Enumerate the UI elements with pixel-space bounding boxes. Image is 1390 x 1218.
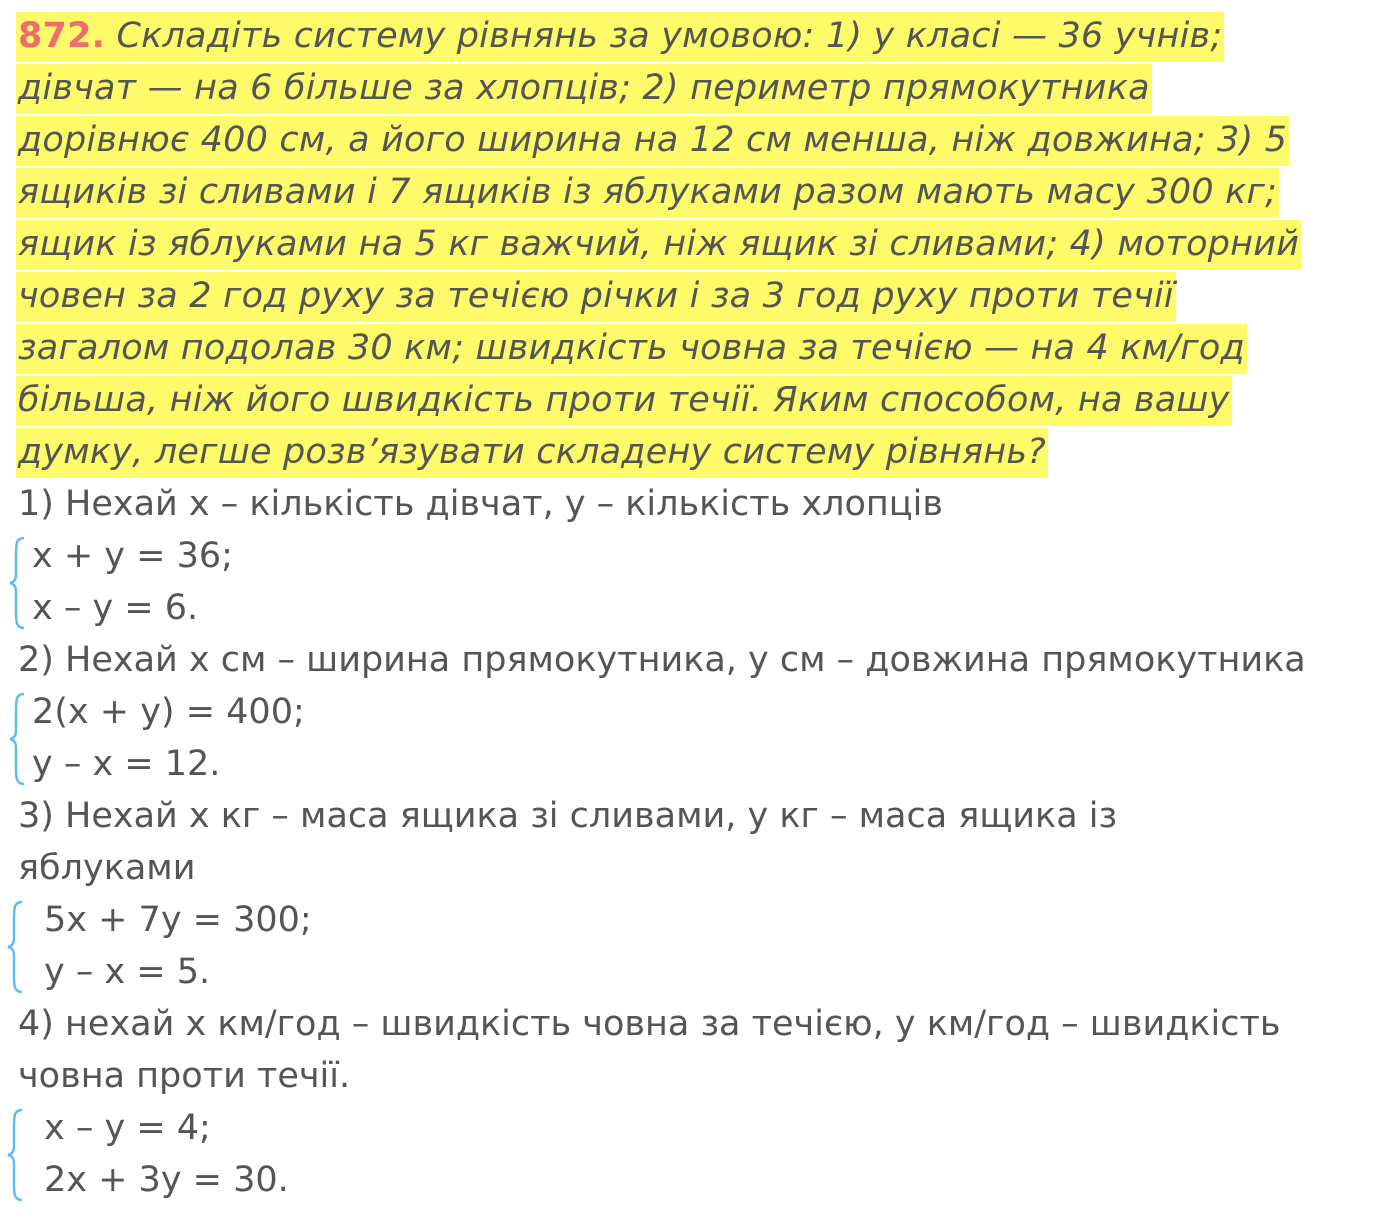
problem-statement <box>16 10 1386 478</box>
equation: y – x = 12. <box>32 744 221 784</box>
problem-line: більша, ніж його швидкість проти течії. Яким способом, на вашу <box>16 374 1386 426</box>
equation-system-4 <box>18 1102 1388 1206</box>
brace-icon <box>8 692 28 786</box>
problem-line: дорівнює 400 см, а його ширина на 12 см менша, ніж довжина; 3) 5 <box>16 114 1386 166</box>
solution-intro-3: 3) Нехай x кг – маса ящика зі сливами, y кг – маса ящика із <box>18 796 1118 836</box>
equation-system-1 <box>18 530 1388 634</box>
brace-icon <box>6 900 26 994</box>
problem-line: думку, легше розв’язувати складену систему рівнянь? <box>16 426 1386 478</box>
equation: x + y = 36; <box>32 536 233 576</box>
equation: x – y = 4; <box>44 1108 211 1148</box>
problem-line: човен за 2 год руху за течією річки і за 3 год руху проти течії <box>16 270 1386 322</box>
equation: 2x + 3y = 30. <box>44 1160 289 1200</box>
solution-intro-1: 1) Нехай x – кількість дівчат, y – кількість хлопців <box>18 484 943 524</box>
equation-system-3 <box>18 894 1388 998</box>
solution-intro-4-cont: човна проти течії. <box>18 1056 351 1096</box>
solution <box>18 478 1388 1206</box>
problem-line: ящик із яблуками на 5 кг важчий, ніж ящик зі сливами; 4) моторний <box>16 218 1386 270</box>
brace-icon <box>6 1108 26 1202</box>
problem-line: 872. Складіть систему рівнянь за умовою: 1) у класі — 36 учнів; <box>16 10 1386 62</box>
solution-intro-2: 2) Нехай x см – ширина прямокутника, y см – довжина прямокутника <box>18 640 1306 680</box>
problem-line: ящиків зі сливами і 7 ящиків із яблуками разом мають масу 300 кг; <box>16 166 1386 218</box>
equation: x – y = 6. <box>32 588 199 628</box>
equation: 2(x + y) = 400; <box>32 692 305 732</box>
equation-system-2 <box>18 686 1388 790</box>
problem-line: дівчат — на 6 більше за хлопців; 2) периметр прямокутника <box>16 62 1386 114</box>
problem-line: загалом подолав 30 км; швидкість човна за течією — на 4 км/год <box>16 322 1386 374</box>
equation: 5x + 7y = 300; <box>44 900 312 940</box>
solution-intro-4: 4) нехай x км/год – швидкість човна за течією, y км/год – швидкість <box>18 1004 1281 1044</box>
problem-number: 872. <box>18 16 106 56</box>
solution-intro-3-cont: яблуками <box>18 848 196 888</box>
brace-icon <box>8 536 28 630</box>
equation: y – x = 5. <box>44 952 211 992</box>
